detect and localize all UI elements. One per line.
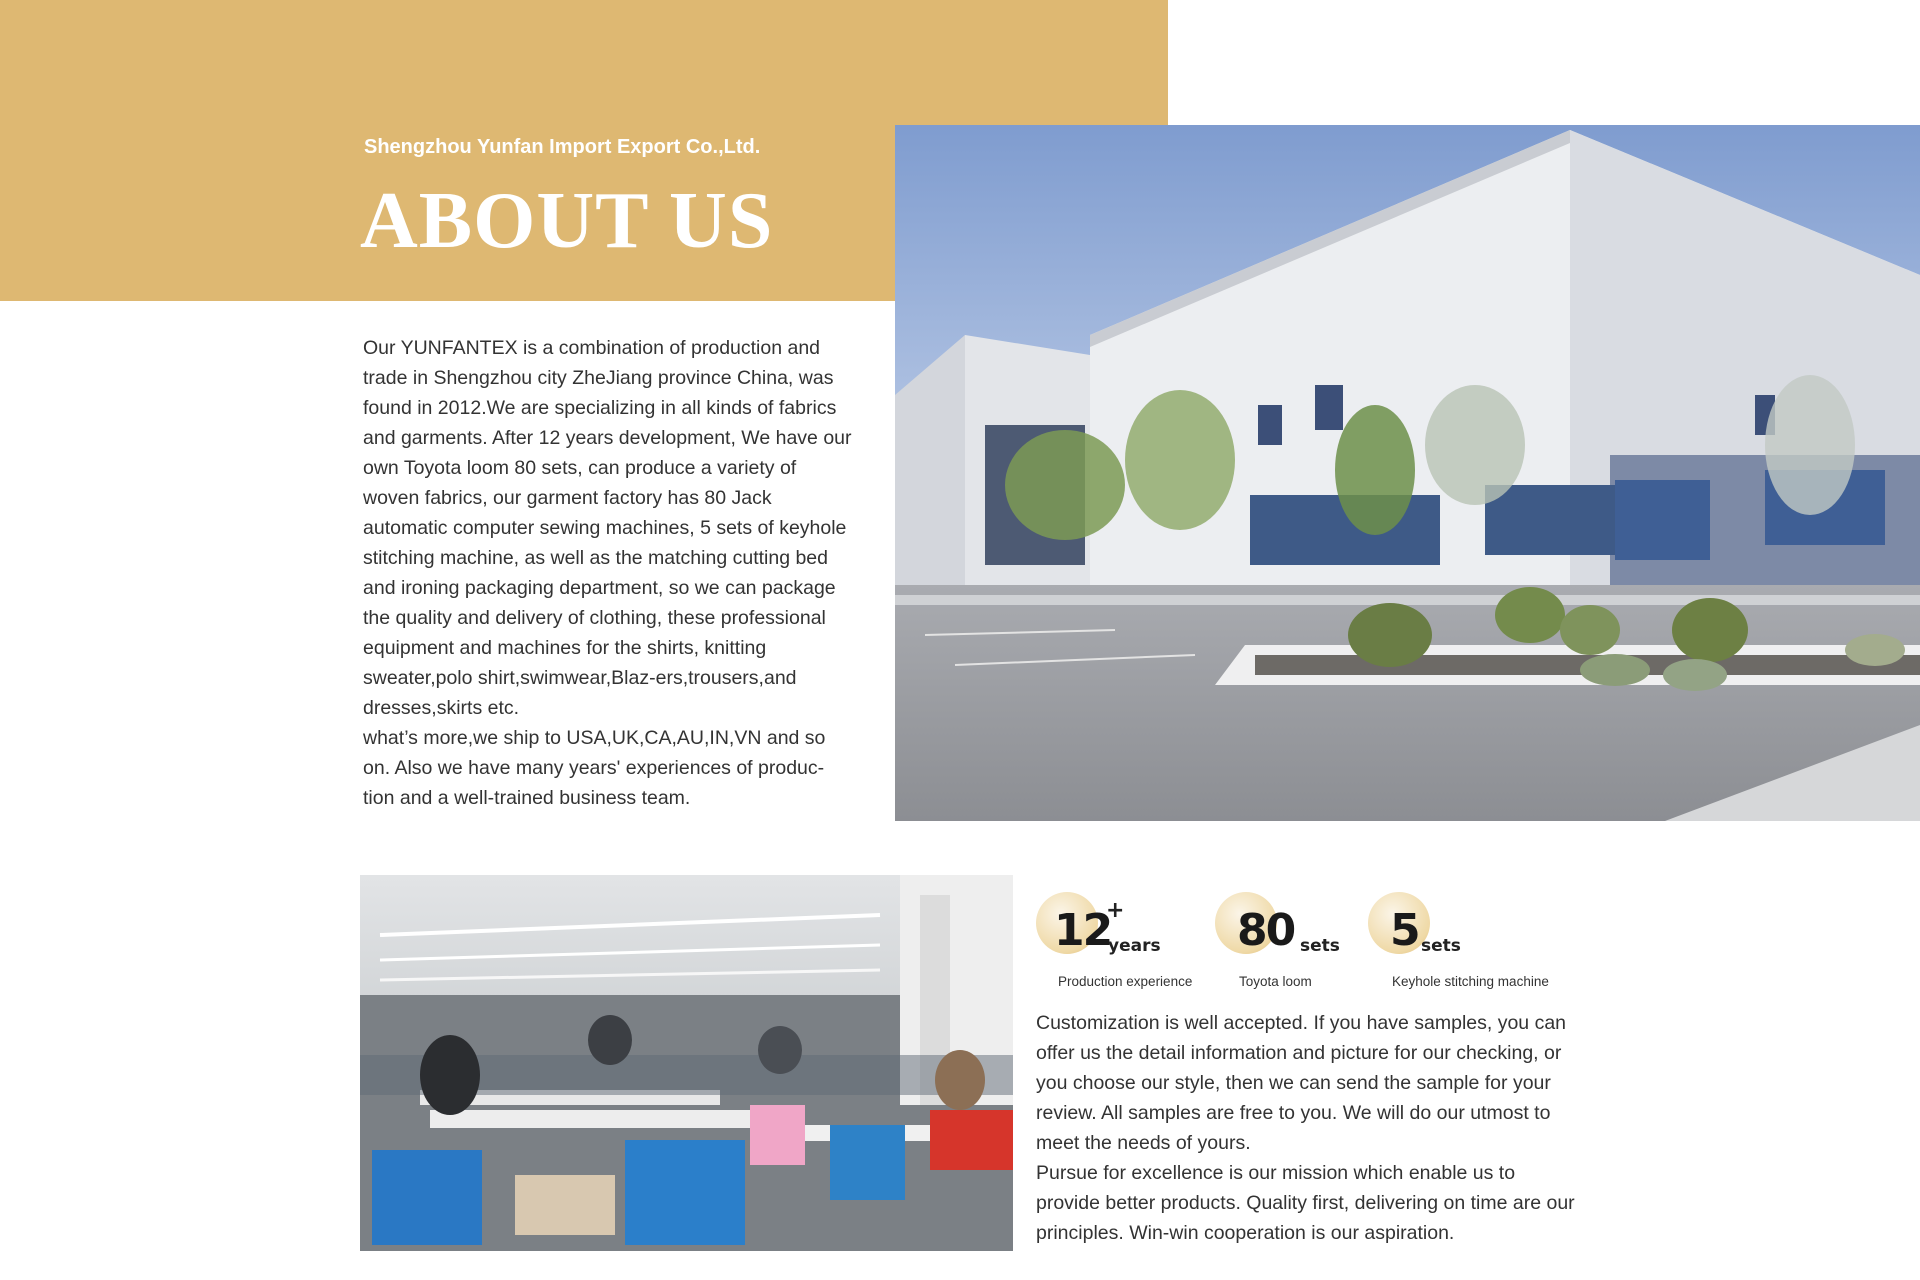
page-title: ABOUT US xyxy=(360,177,774,265)
stat-number: 12 xyxy=(1054,905,1112,956)
stat-unit: sets xyxy=(1421,936,1461,956)
stat-plus: + xyxy=(1106,898,1125,923)
stat-caption: Keyhole stitching machine xyxy=(1392,974,1549,989)
intro-text xyxy=(363,333,853,813)
office-building-photo xyxy=(895,125,1920,821)
customization-paragraph: Customization is well accepted. If you have samples, you can offer us the detail information and picture for our checking, or you choose our style, then we can send the sample for your review. All samples are free to you. We will do our utmost to meet the needs of yours. xyxy=(1036,1012,1567,1154)
stat-caption: Production experience xyxy=(1058,974,1193,989)
customization-text xyxy=(1036,1008,1576,1248)
building-illustration xyxy=(895,125,1920,821)
stat-looms xyxy=(1215,880,1355,990)
stat-number: 5 xyxy=(1390,905,1419,956)
stat-caption: Toyota loom xyxy=(1239,974,1312,989)
factory-illustration xyxy=(360,875,1013,1251)
stat-keyhole xyxy=(1368,880,1568,990)
company-name: Shengzhou Yunfan Import Export Co.,Ltd. xyxy=(364,136,761,158)
stat-number: 80 xyxy=(1237,905,1295,956)
stat-unit: years xyxy=(1108,936,1161,956)
intro-paragraph-1: Our YUNFANTEX is a combination of production and trade in Shengzhou city ZheJiang province China, was found in 2012.We are specializing in all kinds of fabrics and garments. After 12 years development, We have our own Toyota loom 80 sets, can produce a variety of woven fabrics, our garment factory has 80 Jack automatic computer sewing machines, 5 sets of keyhole stitching machine, as well as the matching cutting bed and ironing packaging department, so we can package the quality and delivery of clothing, these professional equipment and machines for the shirts, knitting sweater,polo shirt,swimwear,Blaz-ers,trousers,and dresses,skirts etc. xyxy=(363,337,852,719)
garment-factory-photo xyxy=(360,875,1013,1251)
stat-unit: sets xyxy=(1300,936,1340,956)
mission-paragraph: Pursue for excellence is our mission which enable us to provide better products. Quality first, delivering on time are our principles. Win-win cooperation is our aspiration. xyxy=(1036,1162,1575,1244)
stat-years xyxy=(1036,880,1196,990)
intro-paragraph-2: what’s more,we ship to USA,UK,CA,AU,IN,VN and so on. Also we have many years' experiences of produc-tion and a well-trained business team. xyxy=(363,727,826,809)
